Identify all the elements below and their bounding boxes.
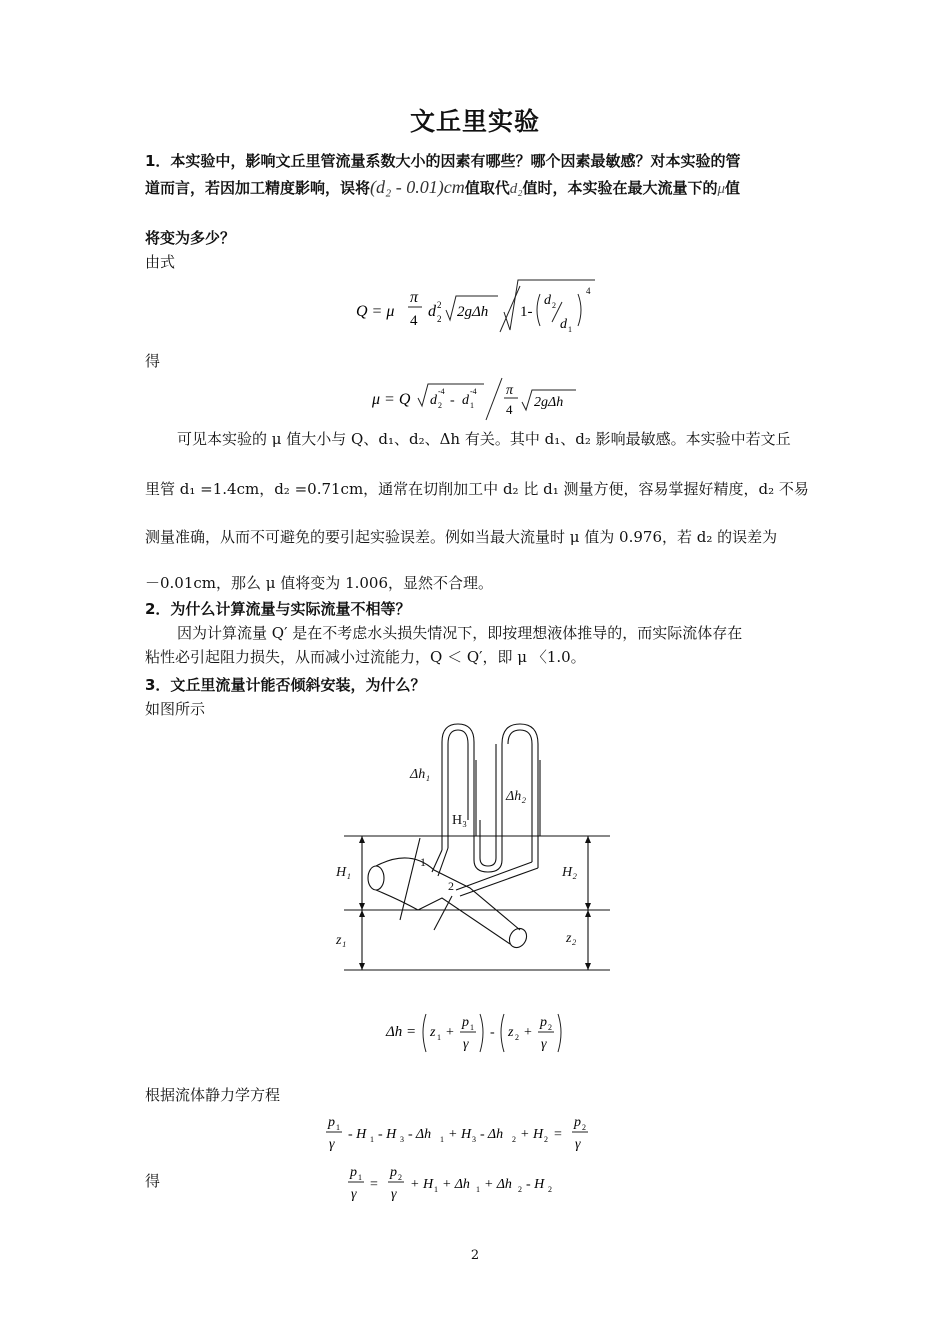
svg-text:2: 2	[515, 1033, 519, 1042]
svg-text:π: π	[410, 289, 419, 306]
q1-line2-mu: μ	[717, 181, 726, 197]
svg-text:d: d	[544, 293, 551, 308]
svg-text:1: 1	[568, 325, 572, 334]
q1-line2-b: 值取代	[464, 179, 510, 197]
q1-line1: 1．本实验中，影响文丘里管流量系数大小的因素有哪些？哪个因素最敏感？对本实验的管	[145, 152, 741, 170]
svg-text:+ H: + H	[410, 1177, 434, 1192]
svg-text:2: 2	[548, 1023, 552, 1032]
q1-get: 得	[145, 352, 161, 370]
q3-heading: 3．文丘里流量计能否倾斜安装，为什么？	[145, 676, 426, 694]
svg-text:4: 4	[586, 286, 591, 296]
svg-text:γ: γ	[391, 1187, 397, 1202]
svg-text:-: -	[490, 1025, 495, 1040]
q3-as-shown: 如图所示	[145, 700, 206, 718]
svg-text:1-: 1-	[520, 304, 533, 320]
svg-text:-4: -4	[470, 387, 477, 396]
formula-4	[320, 1108, 630, 1156]
svg-text:-: -	[450, 393, 455, 408]
svg-text:- Δh: - Δh	[408, 1127, 432, 1142]
svg-text:2: 2	[437, 314, 442, 324]
svg-text:γ: γ	[541, 1037, 547, 1052]
svg-text:μ = Q: μ = Q	[372, 391, 411, 408]
q1-line3: 将变为多少？	[145, 229, 236, 247]
label-H2: H₂	[562, 865, 577, 880]
svg-text:+: +	[446, 1025, 454, 1040]
svg-text:3: 3	[472, 1135, 476, 1144]
svg-text:3: 3	[400, 1135, 404, 1144]
svg-text:Δh =: Δh =	[386, 1024, 417, 1040]
q1-para-1: 可见本实验的 μ 值大小与 Q、d₁、d₂、Δh 有关。其中 d₁、d₂ 影响最敏感。本实验中若文丘	[177, 430, 791, 448]
q2-para-2: 粘性必引起阻力损失，从而减小过流能力，Q ＜ Q′，即 μ 〈1.0。	[145, 648, 586, 666]
svg-text:p: p	[350, 1165, 357, 1180]
label-dh2: Δh₂	[506, 789, 527, 804]
q3-statics: 根据流体静力学方程	[145, 1086, 281, 1104]
label-z2: z₂	[566, 931, 577, 946]
svg-text:p: p	[462, 1015, 469, 1030]
svg-text:d: d	[462, 393, 469, 408]
formula-2	[366, 372, 596, 424]
svg-text:=: =	[370, 1177, 378, 1192]
svg-text:2gΔh: 2gΔh	[457, 304, 489, 320]
label-H1: H₁	[336, 865, 351, 880]
formula-1	[350, 272, 610, 342]
svg-text:2: 2	[438, 401, 442, 410]
page-number: 2	[470, 1248, 480, 1263]
label-dh1: Δh₁	[410, 767, 431, 782]
svg-text:γ: γ	[575, 1137, 581, 1152]
svg-text:p: p	[574, 1115, 581, 1130]
svg-text:p: p	[390, 1165, 397, 1180]
svg-text:1: 1	[358, 1173, 362, 1182]
svg-text:z: z	[430, 1025, 436, 1040]
svg-text:2: 2	[544, 1135, 548, 1144]
svg-text:4: 4	[506, 402, 513, 417]
svg-text:Q = μ: Q = μ	[356, 303, 395, 320]
svg-text:=: =	[554, 1127, 562, 1142]
q1-from: 由式	[145, 253, 176, 271]
svg-text:2gΔh: 2gΔh	[534, 395, 564, 410]
svg-text:- Δh: - Δh	[480, 1127, 504, 1142]
svg-text:γ: γ	[463, 1037, 469, 1052]
label-z1: z₁	[336, 933, 347, 948]
svg-text:- H: - H	[378, 1127, 397, 1142]
q1-line2-c: 值时，本实验在最大流量下的	[522, 179, 718, 197]
svg-text:+ H: + H	[520, 1127, 544, 1142]
label-section-1: 1	[420, 855, 426, 869]
svg-text:1: 1	[336, 1123, 340, 1132]
q1-line2	[145, 177, 810, 198]
svg-text:2: 2	[398, 1173, 402, 1182]
svg-text:1: 1	[470, 1023, 474, 1032]
q1-para-4: －0.01cm，那么 μ 值将变为 1.006，显然不合理。	[145, 574, 494, 592]
svg-text:4: 4	[410, 313, 418, 329]
svg-text:d: d	[428, 303, 436, 320]
svg-text:2: 2	[552, 301, 556, 310]
svg-text:d: d	[560, 317, 567, 332]
svg-text:+ Δh: + Δh	[484, 1177, 512, 1192]
q1-line2-var: d₂	[509, 181, 523, 197]
svg-text:p: p	[540, 1015, 547, 1030]
svg-text:p: p	[328, 1115, 335, 1130]
svg-text:1: 1	[437, 1033, 441, 1042]
formula-3	[380, 1004, 580, 1060]
q2-para-1: 因为计算流量 Q′ 是在不考虑水头损失情况下，即按理想液体推导的，而实际流体存在	[177, 624, 743, 642]
svg-text:-4: -4	[438, 387, 445, 396]
q1-para-2: 里管 d₁ =1.4cm，d₂ =0.71cm，通常在切削加工中 d₂ 比 d₁ 测量方便，容易掌握好精度，d₂ 不易	[145, 480, 809, 498]
label-H3: H₃	[452, 813, 467, 828]
svg-text:1: 1	[470, 401, 474, 410]
svg-text:2: 2	[548, 1185, 552, 1194]
svg-text:- H: - H	[348, 1127, 367, 1142]
svg-text:- H: - H	[526, 1177, 545, 1192]
svg-text:z: z	[508, 1025, 514, 1040]
svg-text:1: 1	[476, 1185, 480, 1194]
svg-text:+ H: + H	[448, 1127, 472, 1142]
venturi-figure	[330, 720, 615, 975]
svg-text:1: 1	[434, 1185, 438, 1194]
svg-text:2: 2	[512, 1135, 516, 1144]
svg-text:γ: γ	[351, 1187, 357, 1202]
svg-text:1: 1	[370, 1135, 374, 1144]
svg-text:d: d	[430, 393, 437, 408]
q1-line2-d: 值	[725, 179, 741, 197]
svg-text:π: π	[506, 383, 514, 398]
label-section-2: 2	[448, 879, 454, 893]
q2-heading: 2．为什么计算流量与实际流量不相等？	[145, 600, 411, 618]
formula-5	[342, 1158, 582, 1206]
page-title: 文丘里实验	[409, 107, 540, 136]
q1-line2-expr: (d₂ - 0.01)cm	[370, 177, 465, 197]
svg-text:+ Δh: + Δh	[442, 1177, 470, 1192]
svg-text:2: 2	[582, 1123, 586, 1132]
q3-get: 得	[145, 1172, 161, 1190]
q1-line2-a: 道而言，若因加工精度影响，误将	[145, 179, 371, 197]
svg-text:2: 2	[518, 1185, 522, 1194]
q1-para-3: 测量准确，从而不可避免的要引起实验误差。例如当最大流量时 μ 值为 0.976，若 d₂ 的误差为	[145, 528, 778, 546]
svg-text:1: 1	[440, 1135, 444, 1144]
svg-text:+: +	[524, 1025, 532, 1040]
svg-text:2: 2	[437, 300, 442, 310]
svg-text:γ: γ	[329, 1137, 335, 1152]
